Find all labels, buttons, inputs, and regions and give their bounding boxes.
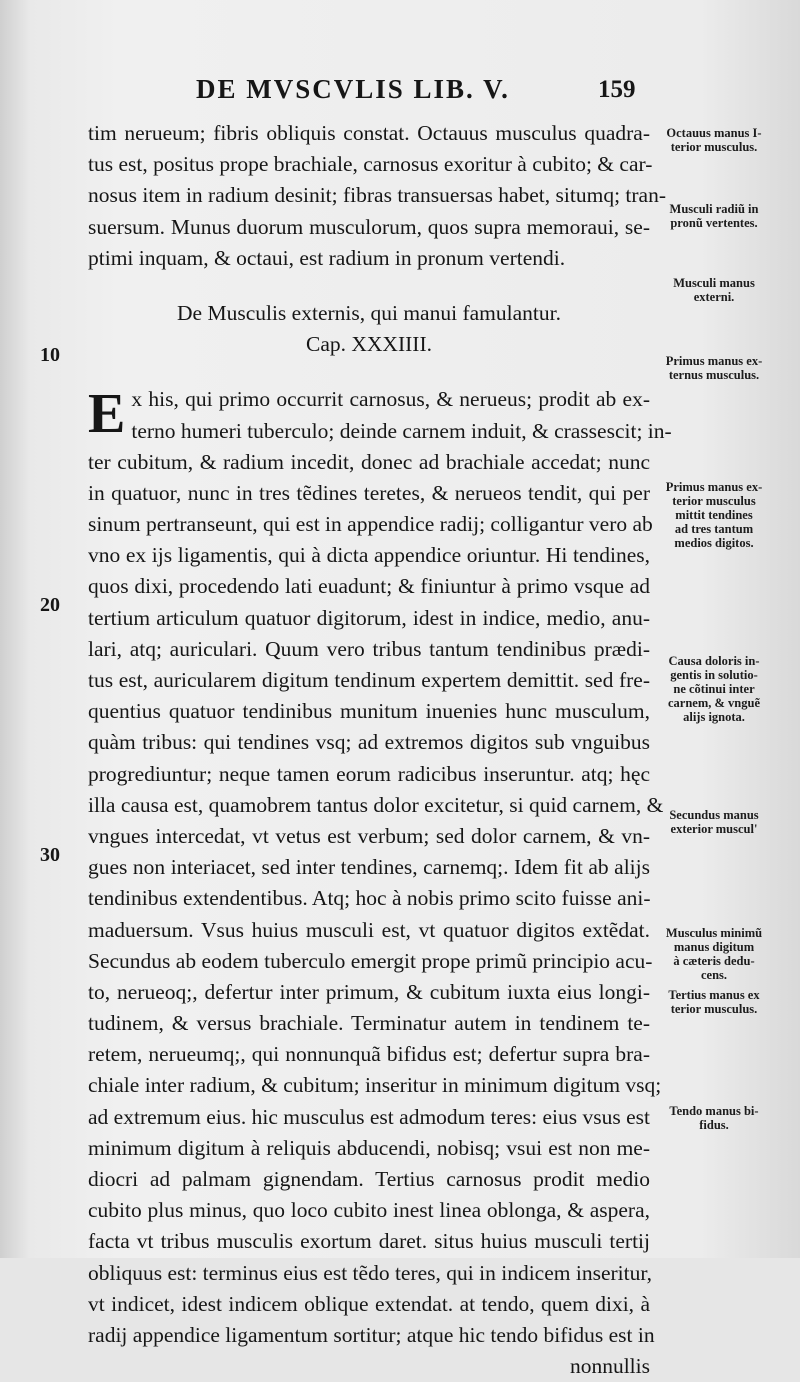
marginal-note: Musculus minimũ manus digitum à cæteris dedu- cens. [665, 926, 763, 982]
line-number: 30 [40, 844, 60, 866]
text-line: quentius quatuor tendinibus munitum inuenies hunc musculum, [88, 699, 650, 724]
marginal-note: Tendo manus bi- fidus. [669, 1104, 759, 1132]
text-line: tus est, positus prope brachiale, carnosus exoritur à cubito; & car- [88, 152, 653, 177]
text-line: ptimi inquam, & octaui, est radium in pronum vertendi. [88, 245, 566, 270]
text-line: ter cubitum, & radium incedit, donec ad brachiale accedat; nunc [88, 449, 650, 474]
text-line: radij appendice ligamentum sortitur; atque hic tendo bifidus est in [88, 1322, 655, 1347]
text-block [88, 118, 672, 1382]
text-line: tendinibus extendentibus. Atq; hoc à nobis primo scito fuisse ani- [88, 886, 651, 911]
text-line: tertium articulum quatuor digitorum, idest in indice, medio, anu- [88, 605, 650, 630]
text-line: progrediuntur; neque tamen eorum radicibus inseruntur. atq; hęc [88, 761, 650, 786]
text-line: quàm tribus: qui tendines vsq; ad extremos digitos sub vnguibus [88, 730, 650, 755]
text-line: suersum. Munus duorum musculorum, quos supra memoraui, se- [88, 214, 650, 239]
drop-capital: E [88, 383, 126, 446]
text-line: lari, atq; auriculari. Quum vero tribus tantum tendinibus prædi- [88, 636, 650, 661]
text-line: tudinem, & versus brachiale. Terminatur autem in tendinem te- [88, 1011, 650, 1036]
text-line: quos dixi, procedendo lati euadunt; & finiuntur à primo vsque ad [88, 574, 650, 599]
catchword: nonnullis [569, 1354, 650, 1379]
text-line: to, nerueoq;, defertur inter primum, & cubitum iuxta eius longi- [88, 979, 650, 1004]
line-number: 20 [40, 594, 60, 616]
marginal-note: Causa doloris in- gentis in solutio- ne cõtinui inter carnem, & vnguẽ alijs ignota. [668, 654, 760, 724]
text-line: Secundus ab eodem tuberculo emergit prope primũ principio acu- [88, 948, 653, 973]
page-number: 159 [598, 76, 636, 103]
text-line: gues non interiacet, sed inter tendines, carnemq;. Idem fit ab alijs [88, 855, 650, 880]
marginal-note: Musculi manus externi. [673, 276, 755, 304]
text-line: maduersum. Vsus huius musculi est, vt quatuor digitos extẽdat. [88, 917, 650, 942]
marginal-note: Musculi radiũ in pronũ vertentes. [669, 202, 759, 230]
text-line: tim nerueum; fibris obliquis constat. Octauus musculus quadra- [88, 121, 650, 145]
running-head: DE MVSCVLIS LIB. V. [196, 74, 510, 104]
text-line: tus est, auricularem digitum tendinum expertem demittit. sed fre- [88, 668, 650, 692]
text-line: terno humeri tuberculo; deinde carnem induit, & crassescit; in- [131, 418, 672, 443]
marginal-note: Octauus manus I- terior musculus. [666, 126, 762, 154]
text-line: facta vt tribus musculis exortum daret. situs huius musculi tertij [88, 1229, 650, 1254]
chapter-number: Cap. XXXIIII. [306, 332, 432, 357]
text-line: x his, qui primo occurrit carnosus, & nerueus; prodit ab ex- [131, 387, 650, 412]
text-line: sinum pertranseunt, qui est in appendice radij; colligantur vero ab [88, 512, 653, 537]
text-line: vno ex ijs ligamentis, qui à dicta appendice oriuntur. Hi tendines, [88, 543, 650, 568]
marginal-note: Primus manus ex- ternus musculus. [665, 354, 763, 382]
chapter-title: De Musculis externis, qui manui famulantur. [177, 300, 561, 325]
marginal-note: Secundus manus exterior muscul' [669, 808, 759, 836]
text-line: chiale inter radium, & cubitum; inseritur in minimum digitum vsq; [88, 1073, 662, 1098]
text-line: in quatuor, nunc in tres tẽdines teretes, & nerueos tendit, qui per [88, 480, 650, 505]
marginal-note: Tertius manus ex terior musculus. [668, 988, 760, 1016]
text-line: obliquus est: terminus eius est tẽdo teres, qui in indicem inseritur, [88, 1260, 653, 1285]
text-line: illa causa est, quamobrem tantus dolor excitetur, si quid carnem, & [88, 792, 664, 817]
text-line: retem, nerueumq;, qui nonnunquã bifidus est; defertur supra bra- [88, 1042, 650, 1067]
marginal-note: Primus manus ex- terior musculus mittit tendines ad tres tantum medios digitos. [665, 480, 763, 550]
text-line: minimum digitum à reliquis abducendi, nobisq; vsui est non me- [88, 1135, 650, 1160]
text-line: diocri ad palmam gignendam. Tertius carnosus prodit medio [88, 1167, 650, 1191]
text-line: cubito plus minus, quo loco cubito inest linea oblonga, & aspera, [88, 1198, 650, 1223]
line-number: 10 [40, 344, 60, 366]
text-line: nosus item in radium desinit; fibras transuersas habet, situmq; tran- [88, 183, 667, 208]
text-line: vngues intercedat, vt vetus est verbum; sed dolor carnem, & vn- [88, 823, 650, 848]
text-line: ad extremum eius. hic musculus est admodum teres: eius vsus est [88, 1104, 650, 1129]
text-line: vt indicet, idest indicem oblique extendat. at tendo, quem dixi, à [88, 1291, 650, 1316]
page-header [0, 74, 800, 108]
